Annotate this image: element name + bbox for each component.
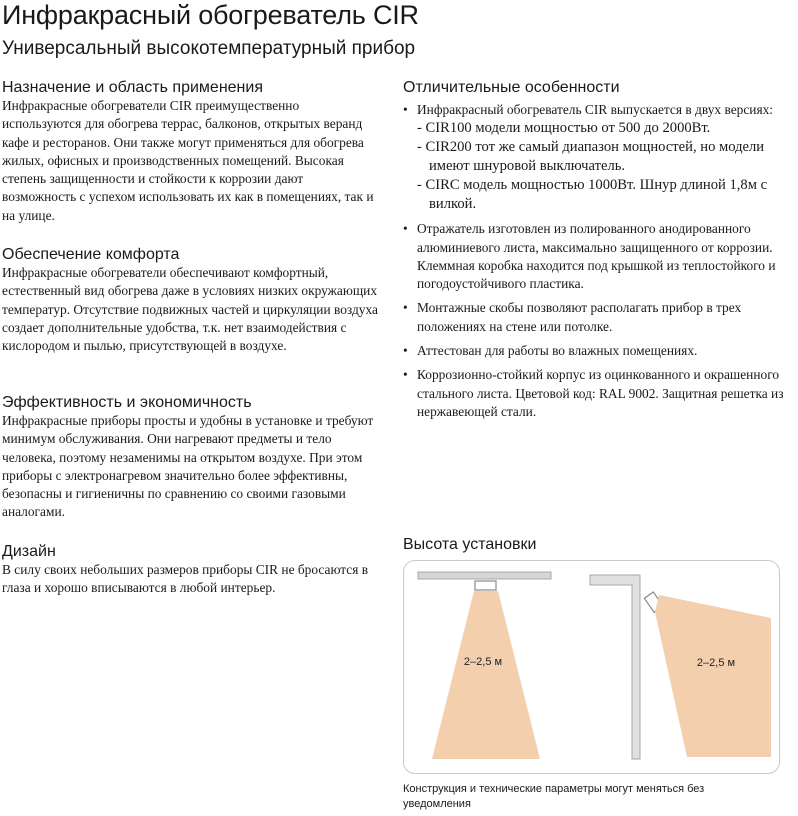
installation-diagram — [403, 560, 780, 774]
section-title: Обеспечение комфорта — [2, 246, 180, 263]
features-list — [403, 101, 788, 421]
version-item: - CIR100 модели мощностью от 500 до 2000Вт. — [417, 120, 711, 137]
list-item: • Отражатель изготовлен из полированного анодированного алюминиевого листа, максимально защищенного от коррозии. Клеммная коробка находится под крышкой из теплостойкого и погодоустойчивого пластика. — [403, 220, 788, 293]
page-title: Инфракрасный обогреватель CIR — [2, 0, 419, 30]
features-intro: Инфракрасный обогреватель CIR выпускается в двух версиях: — [417, 102, 774, 117]
list-item: • Коррозионно-стойкий корпус из оцинкованного и окрашенного стального листа. Цветовой код: RAL 9002. Защитная решетка из нержавеющей стали. — [403, 366, 788, 421]
section-efficiency — [2, 393, 380, 522]
ceiling-height-label: 2–2,5 м — [463, 656, 503, 668]
section-design — [2, 542, 380, 598]
section-title: Назначение и область применения — [2, 79, 263, 96]
list-item — [403, 101, 788, 214]
wall-beam — [655, 595, 771, 757]
section-title: Дизайн — [2, 543, 56, 560]
ceiling-heater — [475, 581, 496, 590]
section-title: Отличительные особенности — [403, 79, 620, 96]
section-body: В силу своих небольших размеров приборы CIR не бросаются в глаза и хорошо вписываются в любой интерьер. — [2, 562, 369, 596]
section-body: Инфракрасные приборы просты и удобны в установке и требуют минимум обслуживания. Они нагревают предметы и тело человека, поэтому незаменимы на открытом воздухе. При этом приборы с электронагревом значительно более эффективны, безопасны и гигиеничны по сравнению со своими газовыми аналогами. — [2, 413, 374, 520]
section-features — [403, 78, 788, 427]
section-purpose — [2, 78, 380, 225]
list-item: • Монтажные скобы позволяют располагать прибор в трех положениях на стене или потолке. — [403, 299, 788, 336]
ceiling-bar — [418, 572, 551, 579]
page-subtitle: Универсальный высокотемпературный прибор — [2, 38, 416, 59]
installation-title: Высота установки — [403, 536, 537, 553]
version-item: - CIRC модель мощностью 1000Вт. Шнур длиной 1,8м с вилкой. — [417, 177, 768, 213]
ceiling-beam — [432, 591, 540, 759]
section-comfort — [2, 245, 380, 355]
section-body: Инфракрасные обогреватели обеспечивают комфортный, естественный вид обогрева даже в условиях низких окружающих температур. Отсутствие подвижных частей и циркуляции воздуха создает дополнительные удобства, т.к. нет взаимодействия с кислородом и пылью, присутствующей в воздухе. — [2, 265, 378, 354]
installation-diagram-svg — [404, 561, 779, 773]
disclaimer: Конструкция и технические параметры могут меняться без уведомления — [403, 783, 705, 810]
list-item: • Аттестован для работы во влажных помещениях. — [403, 342, 788, 360]
section-body: Инфракрасные обогреватели CIR преимущественно используются для обогрева террас, балконов, открытых веранд кафе и ресторанов. Они также могут применяться для обогрева жилых, офисных и производственных помещений. Высокая степень защищенности и стойкости к коррозии дают возможность с успехом использовать их как в помещениях, так и на улице. — [2, 98, 374, 223]
version-item: - CIR200 тот же самый диапазон мощностей, но модели имеют шнуровой выключатель. — [417, 139, 765, 175]
wall-height-label: 2–2,5 м — [696, 657, 736, 669]
section-title: Эффективность и экономичность — [2, 394, 252, 411]
wall-bracket — [590, 575, 640, 759]
